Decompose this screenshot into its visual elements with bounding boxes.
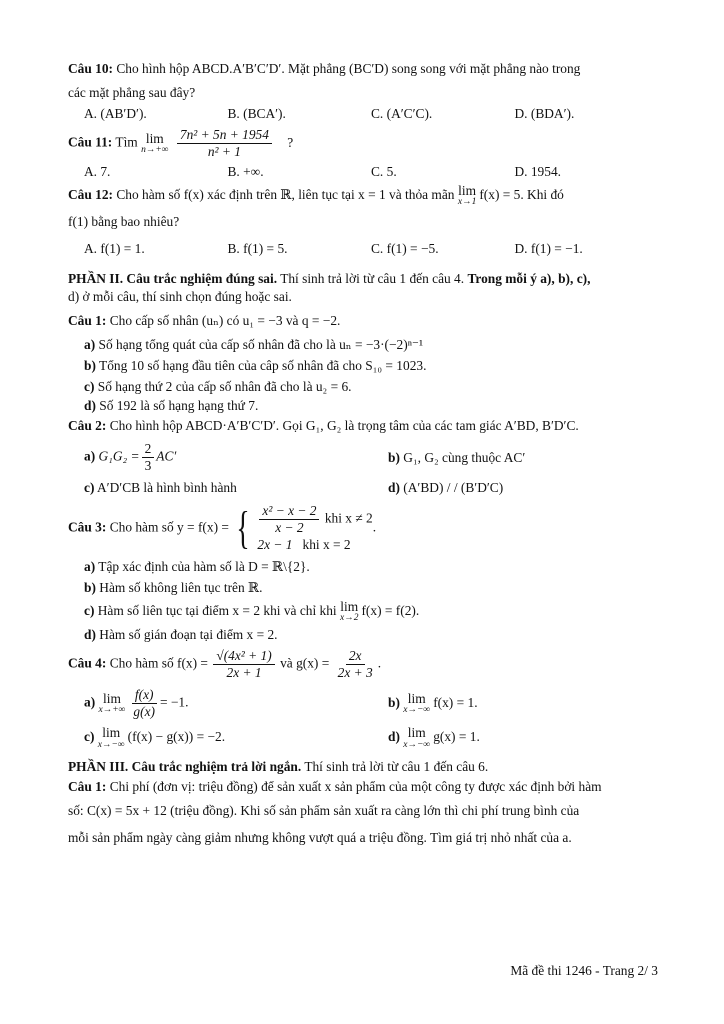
question-text-2: số: C(x) = 5x + 12 (triệu đồng). Khi số sản phẩm sản xuất ra càng lớn thì chi phí trung bình của	[68, 803, 580, 819]
statement-c[interactable]: c) A′D′CB là hình bình hành	[84, 479, 237, 495]
option-d[interactable]: D. f(1) = −1.	[514, 240, 583, 256]
question-label: Câu 11:	[68, 134, 113, 150]
question-12: Câu 12: Cho hàm số f(x) xác định trên ℝ, liên tục tại x = 1 và thỏa mãn lim x→1 f(x) = 5. Khi đó f(1) bằng bao nhiêu? A. f(1) = 1. B. f(1) = 5. C. f(1) = −5. D. f(1) = −1.	[68, 184, 658, 258]
statement-a[interactable]: a) lim x→+∞ $\frac{f(x)}{g(x)}$ = −1.	[84, 687, 189, 720]
statement-b[interactable]: b) G₁, G₂ cùng thuộc AC′	[388, 449, 526, 465]
statement-c[interactable]: c) Số hạng thứ 2 của cấp số nhân đã cho là u₂ = 6.	[84, 379, 352, 395]
part-desc-cont: d) ở mỗi câu, thí sinh chọn đúng hoặc sai.	[68, 288, 292, 304]
statement-c[interactable]: c) lim x→−∞ (f(x) − g(x)) = −2.	[84, 725, 226, 750]
question-text: Cho cấp số nhân (uₙ) có u₁ = −3 và q = −2.	[109, 312, 341, 328]
question-text-cont: các mặt phẳng sau đây?	[68, 85, 196, 101]
piecewise-function: { $\frac{\text{x² − x − 2}}{x - 2}$ khi x ≠ 2 2x − 1 khi x = 2	[236, 502, 373, 554]
option-b[interactable]: B. +∞.	[227, 164, 264, 180]
statements-ab	[68, 441, 658, 474]
options	[68, 163, 658, 181]
question-text-3: mỗi sản phẩm ngày càng giảm nhưng không vượt quá a triệu đồng. Tìm giá trị nhỏ nhất của a.	[68, 829, 572, 845]
part2-question-1	[68, 312, 658, 415]
part-2-header: PHẦN II. Câu trắc nghiệm đúng sai. Thí sinh trả lời từ câu 1 đến câu 4. Trong mỗi ý a), b), c), d) ở mỗi câu, thí sinh chọn đúng hoặc sai.	[68, 270, 658, 306]
question-10	[68, 60, 658, 123]
question-label: Câu 1:	[68, 779, 107, 795]
statement-a[interactable]: a) Số hạng tổng quát của cấp số nhân đã cho là uₙ = −3·(−2)ⁿ⁻¹	[84, 336, 424, 352]
option-b[interactable]: B. f(1) = 5.	[227, 240, 288, 256]
statement-d[interactable]: d) Hàm số gián đoạn tại điểm x = 2.	[84, 626, 278, 642]
question-label: Câu 4:	[68, 655, 107, 671]
options	[68, 240, 658, 258]
option-a[interactable]: A. 7.	[84, 164, 111, 180]
statement-c[interactable]: c) Hàm số liên tục tại điểm x = 2 khi và chỉ khi lim x→2 f(x) = f(2).	[84, 599, 420, 624]
part2-question-2	[68, 417, 658, 496]
limit-expression: lim n→+∞	[141, 130, 169, 156]
options	[68, 105, 658, 123]
statement-b[interactable]: b) lim x→−∞ f(x) = 1.	[388, 690, 478, 716]
statements-cd	[68, 479, 658, 497]
statement-a[interactable]: a) Tập xác định của hàm số là D = ℝ\{2}.	[84, 558, 310, 574]
option-d[interactable]: D. (BDA′).	[514, 106, 575, 122]
question-label: Câu 2:	[68, 418, 107, 434]
question-text-cont: f(1) bằng bao nhiêu?	[68, 214, 180, 230]
part2-question-3: Câu 3: Cho hàm số y = f(x) = { $\frac{\text{x² − x − 2}}{x - 2}$ khi x ≠ 2 2x − 1 khi x = 2 . a) Tập xác định của hàm số là D = ℝ\{2}. b) Hàm số không liên tục trên ℝ. c) Hàm số liên tục tại điểm x = 2 khi và chỉ khi lim x→2 f(x) = f(2). d) Hàm số gián đoạn tại điểm x = 2.	[68, 503, 658, 644]
g-fraction: $\frac{2x}{2x + 3}$	[337, 648, 373, 681]
option-c[interactable]: C. f(1) = −5.	[371, 240, 439, 256]
statements-ab	[68, 687, 658, 720]
option-a[interactable]: A. f(1) = 1.	[84, 240, 145, 256]
statements-cd	[68, 726, 658, 750]
option-a[interactable]: A. (AB′D′).	[84, 106, 147, 122]
part-title: PHẦN III. Câu trắc nghiệm trả lời ngắn.	[68, 759, 302, 775]
part-title: PHẦN II. Câu trắc nghiệm đúng sai.	[68, 270, 278, 286]
statement-a[interactable]: a) G₁G₂ = $\frac{2}{3}$ AC′	[84, 441, 177, 474]
statement-b[interactable]: b) Hàm số không liên tục trên ℝ.	[84, 579, 263, 595]
question-text: Cho hình hộp ABCD.A′B′C′D′. Mặt phẳng (BC′D) song song với mặt phẳng nào trong	[116, 61, 581, 76]
part2-question-4: Câu 4: Cho hàm số f(x) = $\frac{\text{√(4x² + 1)}}{2x + 1}$ và g(x) = $\frac{2x}{2x + 3}$ . a) lim x→+∞ $\frac{f(x)}{g(x)}$ = −1. b) lim x→−∞ f(x) = 1. c) lim x→−∞ (f(x) − g(x)) = −2. d) lim x→−∞ g(x) = 1.	[68, 648, 658, 750]
statement-d[interactable]: d) (A′BD) / / (B′D′C)	[388, 479, 504, 495]
option-b[interactable]: B. (BCA′).	[227, 106, 286, 122]
fraction: $\frac{\text{7n² + 5n + 1954}}{\text{n² + 1}}$	[177, 127, 272, 160]
option-d[interactable]: D. 1954.	[514, 164, 561, 180]
option-c[interactable]: C. 5.	[371, 164, 397, 180]
question-label: Câu 3:	[68, 519, 107, 535]
question-11: Câu 11: Tìm lim n→+∞ $\frac{\text{7n² + 5n + 1954}}{\text{n² + 1}}$ ? A. 7. B. +∞. C. 5. D. 1954.	[68, 127, 658, 181]
question-label: Câu 12:	[68, 186, 114, 202]
part3-question-1: Câu 1: Chi phí (đơn vị: triệu đồng) để sản xuất x sản phẩm của một công ty được xác định bởi hàm số: C(x) = 5x + 12 (triệu đồng). Khi số sản phẩm sản xuất ra càng lớn thì chi phí trung bình của mỗi sản phẩm ngày càng giảm nhưng không vượt quá a triệu đồng. Tìm giá trị nhỏ nhất của a.	[68, 778, 658, 846]
option-c[interactable]: C. (A′C′C).	[371, 106, 433, 122]
part-3-header: PHẦN III. Câu trắc nghiệm trả lời ngắn. Thí sinh trả lời từ câu 1 đến câu 6.	[68, 759, 489, 775]
question-text: Tìm	[115, 134, 138, 150]
statement-d[interactable]: d) lim x→−∞ g(x) = 1.	[388, 725, 480, 750]
question-label: Câu 1:	[68, 312, 107, 328]
statement-b[interactable]: b) Tổng 10 số hạng đầu tiên của câp số nhân đã cho S₁₀ = 1023.	[84, 358, 427, 373]
question-label: Câu 10:	[68, 61, 114, 76]
page-footer: Mã đề thi 1246 - Trang 2/ 3	[510, 963, 658, 978]
f-fraction: $\frac{\text{√(4x² + 1)}}{2x + 1}$	[213, 648, 274, 681]
limit-expression: lim x→1	[457, 182, 477, 207]
statement-d[interactable]: d) Số 192 là số hạng hạng thứ 7.	[84, 398, 259, 414]
question-text: Cho hình hộp ABCD·A′B′C′D′. Gọi G₁, G₂ là trọng tâm của các tam giác A′BD, B′D′C.	[109, 418, 579, 434]
